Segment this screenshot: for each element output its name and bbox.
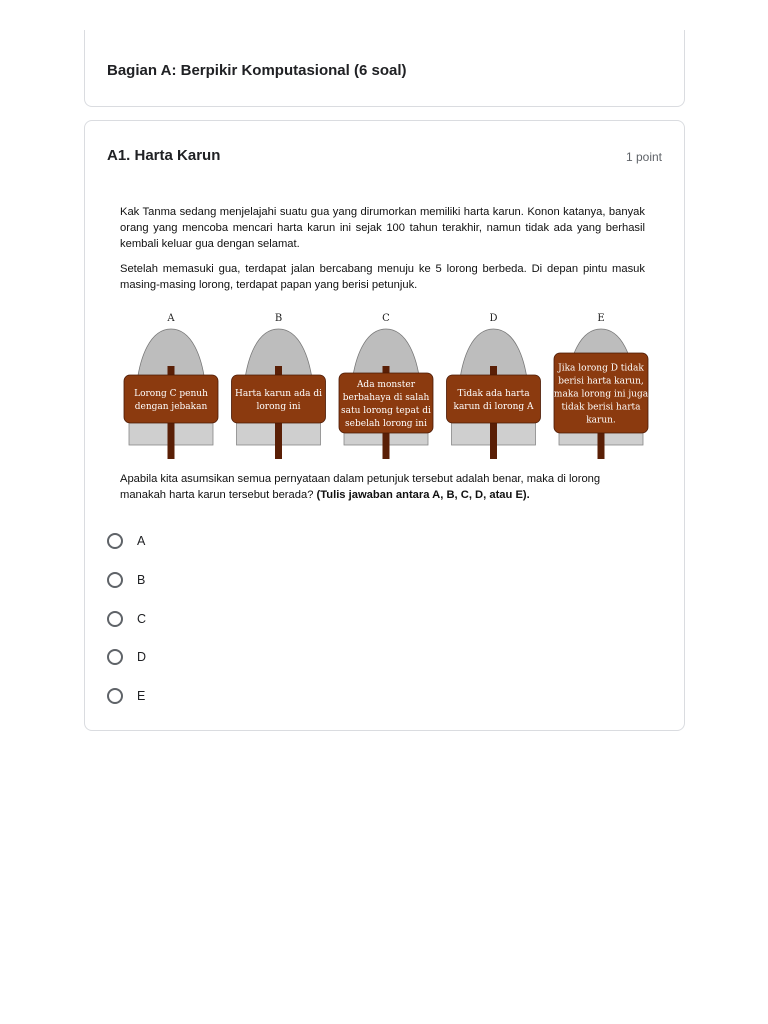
question-prompt [120, 471, 645, 503]
sign-text-c: Ada monster [356, 380, 416, 390]
option-label: B [137, 573, 146, 588]
sign-text-e: Jika lorong D tidak [558, 363, 644, 374]
option-label: D [137, 650, 147, 665]
section-header-card [84, 30, 685, 107]
option-label: E [137, 689, 146, 704]
cave-letter-b: B [274, 313, 283, 324]
question-prompt-text: Apabila kita asumsikan semua pernyataan dalam petunjuk tersebut adalah benar, maka di lorong manakah harta karun tersebut berada? [120, 473, 601, 501]
sign-text-e: maka lorong ini juga [553, 389, 649, 400]
sign-text-e: karun. [586, 415, 616, 426]
question-title: A1. Harta Karun [107, 147, 221, 164]
cave-letter-e: E [597, 313, 605, 324]
sign-text-c: berbahaya di salah [342, 393, 430, 403]
option-b[interactable] [107, 561, 146, 600]
sign-text-e: berisi harta karun, [558, 376, 644, 387]
cave-letter-d: D [489, 313, 498, 324]
sign-board-b [232, 375, 326, 423]
question-card [84, 120, 685, 731]
option-label: A [137, 534, 146, 549]
section-title: Bagian A: Berpikir Komputasional (6 soal) [107, 62, 407, 79]
option-c[interactable] [107, 599, 146, 638]
option-e[interactable] [107, 677, 146, 716]
sign-text-b: lorong ini [256, 402, 301, 412]
sign-text-c: satu lorong tepat di [341, 406, 431, 416]
sign-text-a: Lorong C penuh [134, 389, 208, 399]
radio-icon[interactable] [107, 649, 123, 665]
question-prompt-bold: (Tulis jawaban antara A, B, C, D, atau E). [316, 489, 530, 501]
cave-signs-figure [117, 311, 649, 461]
sign-text-c: sebelah lorong ini [345, 419, 427, 429]
cave-letter-a: A [167, 313, 175, 324]
radio-icon[interactable] [107, 688, 123, 704]
sign-text-d: karun di lorong A [453, 402, 534, 412]
description-paragraph-1: Kak Tanma sedang menjelajahi suatu gua yang dirumorkan memiliki harta karun. Konon katanya, banyak orang yang mencoba mencari harta karun ini sejak 100 tahun terakhir, namun tidak ada yang berhasil kembali keluar gua dengan selamat. [120, 206, 645, 250]
sign-text-a: dengan jebakan [134, 402, 208, 412]
description-paragraph-2: Setelah memasuki gua, terdapat jalan bercabang menuju ke 5 lorong berbeda. Di depan pintu masuk masing-masing lorong, terdapat papan yang berisi petunjuk. [120, 263, 645, 291]
sign-board-d [447, 375, 541, 423]
option-a[interactable] [107, 522, 146, 561]
question-description [120, 204, 645, 302]
sign-text-d: Tidak ada harta [457, 389, 530, 399]
question-points: 1 point [625, 150, 662, 164]
cave-letter-c: C [382, 313, 390, 324]
radio-icon[interactable] [107, 533, 123, 549]
radio-icon[interactable] [107, 611, 123, 627]
sign-text-e: tidak berisi harta [561, 402, 641, 413]
sign-board-a [124, 375, 218, 423]
sign-text-b: Harta karun ada di [235, 389, 322, 399]
option-label: C [137, 611, 147, 626]
option-d[interactable] [107, 638, 146, 677]
radio-icon[interactable] [107, 572, 123, 588]
answer-options [107, 522, 146, 715]
